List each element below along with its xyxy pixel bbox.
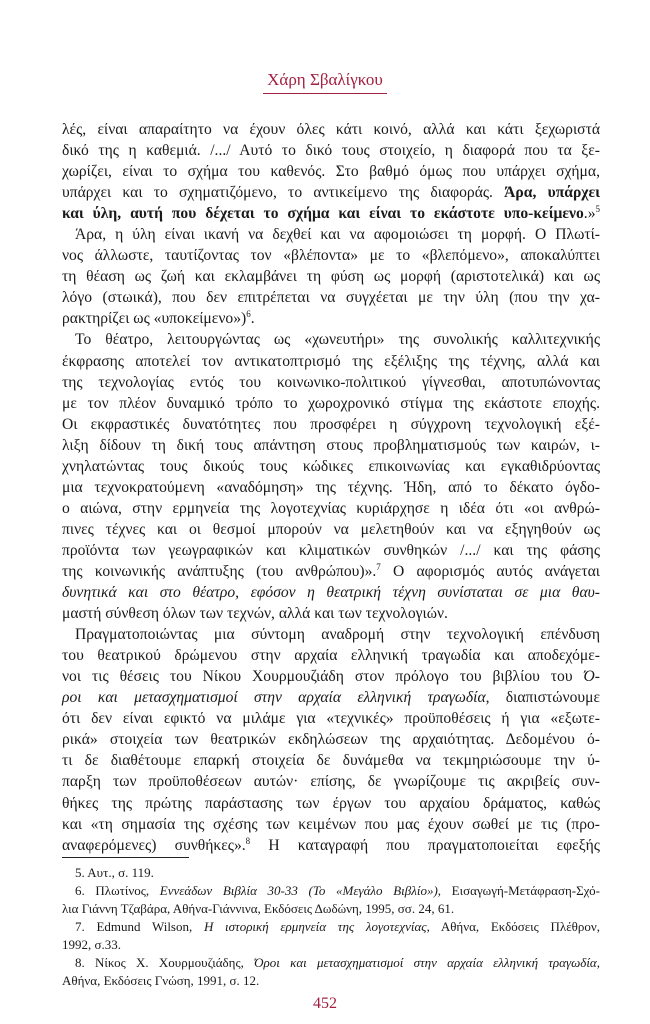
footnote-divider	[62, 857, 189, 858]
text-run: ότι δεν είναι εφικτό να μιλάμε για «τεχνικές» προϋποθέσεις ή για «εξωτε-	[62, 710, 600, 728]
text-run: τη θέαση ως ζωή και εκλαμβάνει τη φύση ως μορφή (αριστοτελικά) και ως	[62, 268, 600, 286]
text-line	[62, 624, 600, 645]
page-number: 452	[313, 995, 337, 1012]
text-line	[62, 351, 600, 372]
running-head	[0, 70, 650, 94]
text-line	[62, 393, 600, 414]
text-run: Το θέατρο, λειτουργώντας ως «χωνευτήρι» της συνολικής καλλιτεχνικής	[75, 331, 600, 349]
text-line	[62, 287, 600, 308]
body-text	[62, 119, 600, 856]
text-line	[62, 182, 600, 203]
italic-text: Ό-	[583, 668, 600, 686]
text-run: 7. Edmund Wilson,	[75, 919, 204, 934]
footnote	[62, 954, 600, 990]
text-run: με τον πλέον δυναμικό τρόπο το χωροχρονικό στίγμα της εκάστοτε εποχής.	[62, 394, 600, 412]
text-run: λιξη δίδουν τη δική τους απάντηση στους προβληματισμούς των καιρών, ι-	[62, 436, 600, 454]
text-run: , Αθήνα, Εκδόσεις Πλέθρον,	[426, 919, 600, 934]
text-line	[62, 372, 600, 393]
text-run: νος άλλωστε, ταυτίζοντας τον «βλέποντα» με το «βλεπόμενο», αποκαλύπτει	[62, 247, 600, 265]
text-line	[62, 582, 600, 603]
text-run: Η καταγραφή που πραγματοποιείται εφεξής	[250, 836, 600, 854]
text-line	[62, 729, 600, 750]
footnote	[62, 918, 600, 954]
paragraph	[62, 224, 600, 329]
text-line	[62, 498, 600, 519]
text-run: μια τεχνοκρατούμενη «αναδόμηση» της τέχνης. Ήδη, από το δέκατο όγδο-	[62, 478, 600, 496]
text-line	[62, 708, 600, 729]
paragraph	[62, 329, 600, 624]
paragraph	[62, 624, 600, 856]
italic-text: δυνητικά και στο θέατρο, εφόσον η θεατρική τέχνη συνίσταται σε μια θαυ-	[62, 584, 600, 602]
text-line	[62, 793, 600, 814]
text-run: της κοινωνικής ανάπτυξης (του ανθρώπου)».	[62, 562, 377, 580]
text-run: λόγο (στωικά), που δεν επιτρέπεται να συγχέεται με την ύλη (που την χα-	[62, 289, 600, 307]
italic-text: Η ιστορική ερμηνεία της λογοτεχνίας	[203, 919, 427, 934]
text-line	[62, 140, 600, 161]
text-run: νοι τις θέσεις του Νίκου Χουρμουζιάδη στον πρόλογο του βιβλίου του	[62, 668, 584, 686]
bold-text: Άρα, υπάρχει	[504, 184, 600, 202]
text-run: λές, είναι απαραίτητο να έχουν όλες κάτι κοινό, αλλά και κάτι ξεχωριστά	[62, 121, 600, 138]
text-run: του θεατρικού δρώμενου στην αρχαία ελληνική τραγωδία και αποδεχόμε-	[62, 647, 600, 665]
text-line	[62, 308, 600, 329]
text-line	[62, 771, 600, 792]
text-run: .»	[583, 205, 596, 223]
paragraph	[62, 119, 600, 224]
footnote-line	[62, 882, 600, 900]
text-run: αναφερόμενες) συνθήκες».	[62, 836, 246, 854]
text-run: 5. Αυτ., σ. 119.	[75, 865, 154, 880]
footnote	[62, 882, 600, 918]
footnote-reference[interactable]: 7	[376, 561, 381, 572]
text-run: ο αιώνα, στην ερμηνεία της λογοτεχνίας κυριάρχησε η ιδέα ότι «οι ανθρώ-	[62, 499, 600, 517]
text-line	[62, 477, 600, 498]
text-run: , Εισαγωγή-Μετάφραση-Σχό-	[437, 883, 600, 898]
text-line	[62, 540, 600, 561]
text-line	[62, 561, 600, 582]
text-line	[62, 119, 600, 140]
text-line	[62, 750, 600, 771]
footnote-line	[62, 936, 600, 954]
text-run: δικό της η καθεμιά. /.../ Αυτό το δικό τους στοιχείο, η διαφορά που τα ξε-	[62, 142, 600, 160]
text-run: Ο αφορισμός αυτός ανάγεται	[380, 562, 600, 580]
text-run: παρξη των προϋποθέσεων αυτών· επίσης, δε γνωρίζουμε τις ακριβείς συν-	[62, 773, 600, 791]
text-line	[62, 687, 600, 708]
text-run: .	[250, 310, 255, 328]
text-run: 8. Νίκος Χ. Χουρμουζιάδης,	[75, 955, 255, 970]
text-run: χνηλατώντας τους δικούς τους κώδικες επικοινωνίας και εγκαθιδρύοντας	[62, 457, 600, 475]
text-run: έκφρασης αποτελεί τον αντικατοπτρισμό της εξέλιξης της τέχνης, αλλά και	[62, 352, 600, 370]
text-run: 1992, σ.33.	[62, 937, 122, 952]
text-run: ρακτηρίζει ως «υποκείμενο»)	[62, 310, 247, 328]
text-run: πινες τέχνες και οι θεσμοί μπορούν να μελετηθούν και να εξηγηθούν ως	[62, 520, 600, 538]
footnote-line	[62, 954, 600, 972]
text-line	[62, 519, 600, 540]
text-run: ρικά» στοιχεία των θεατρικών εκδηλώσεων της αρχαιότητας. Δεδομένου ό-	[62, 731, 600, 749]
bold-text: και ύλη, αυτή που δέχεται το σχήμα και είναι το εκάστοτε υπο-κείμενο	[62, 205, 584, 223]
footnote	[62, 864, 600, 882]
text-run: λια Γιάννη Τζαβάρα, Αθήνα-Γιάννινα, Εκδόσεις Δωδώνη, 1995, σσ. 24, 61.	[62, 901, 455, 916]
text-line	[62, 161, 600, 182]
footnote-line	[62, 864, 600, 882]
footnote-line	[62, 972, 600, 990]
footnotes	[62, 864, 600, 990]
text-run: θήκες της πρώτης παράστασης των έργων του αρχαίου δράματος, καθώς	[62, 794, 600, 812]
text-line	[62, 814, 600, 835]
author-running-title: Χάρη Σβαλίγκου	[263, 70, 387, 94]
text-line	[62, 456, 600, 477]
text-run: ,	[596, 955, 601, 970]
text-line	[62, 203, 600, 224]
text-line	[62, 645, 600, 666]
text-line	[62, 414, 600, 435]
text-run: τι δε διαθέτουμε επαρκή στοιχεία δε δυνάμεθα να τεκμηριώσουμε την ύ-	[62, 752, 600, 770]
italic-text: Εννεάδων Βιβλία 30-33 (Το «Μεγάλο Βιβλίο»)	[159, 883, 438, 898]
text-run: και «τη σημασία της σχέσης των κειμένων που μας έχουν σωθεί με τις (προ-	[62, 815, 600, 833]
text-line	[62, 329, 600, 350]
footnote-reference[interactable]: 8	[245, 835, 251, 846]
text-line	[62, 435, 600, 456]
text-line	[62, 245, 600, 266]
text-run: χωρίζει, είναι το σχήμα του καθενός. Στο βαθμό όμως που υπάρχει σχήμα,	[62, 163, 600, 181]
footnote-reference[interactable]: 5	[595, 204, 600, 215]
footnote-reference[interactable]: 6	[246, 309, 251, 320]
text-run: Οι εκφραστικές δυνατότητες που προσφέρει η σύγχρονη τεχνολογική εξέ-	[62, 415, 600, 433]
text-run: 6. Πλωτίνος,	[75, 883, 160, 898]
text-run: Αθήνα, Εκδόσεις Γνώση, 1991, σ. 12.	[62, 973, 260, 988]
text-run: Άρα, η ύλη είναι ικανή να δεχθεί και να αφομοιώσει τη μορφή. Ο Πλωτί-	[75, 226, 600, 244]
footnote-line	[62, 900, 600, 918]
text-run: υπάρχει και το σχηματιζόμενο, το αντικείμενο της διαφοράς.	[62, 184, 505, 202]
text-line	[62, 666, 600, 687]
text-run: προϊόντα των γεωγραφικών και κλιματικών συνθηκών /.../ και της φάσης	[62, 541, 600, 559]
text-line	[62, 266, 600, 287]
italic-text: ροι και μετασχηματισμοί στην αρχαία ελληνική τραγωδία	[62, 689, 486, 707]
italic-text: Όροι και μετασχηματισμοί στην αρχαία ελληνική τραγωδία	[254, 955, 597, 970]
text-run: Πραγματοποιώντας μια σύντομη αναδρομή στην τεχνολογική επένδυση	[75, 626, 600, 644]
text-run: μαστή σύνθεση όλων των τεχνών, αλλά και των τεχνολογιών.	[62, 605, 448, 623]
text-run: , διαπιστώνουμε	[485, 689, 600, 707]
text-line	[62, 835, 600, 856]
footnote-line	[62, 918, 600, 936]
text-run: της τεχνολογίας εντός του κοινωνικο-πολιτικού γίγνεσθαι, αποτυπώνοντας	[62, 373, 600, 391]
text-line	[62, 603, 600, 624]
text-line	[62, 224, 600, 245]
